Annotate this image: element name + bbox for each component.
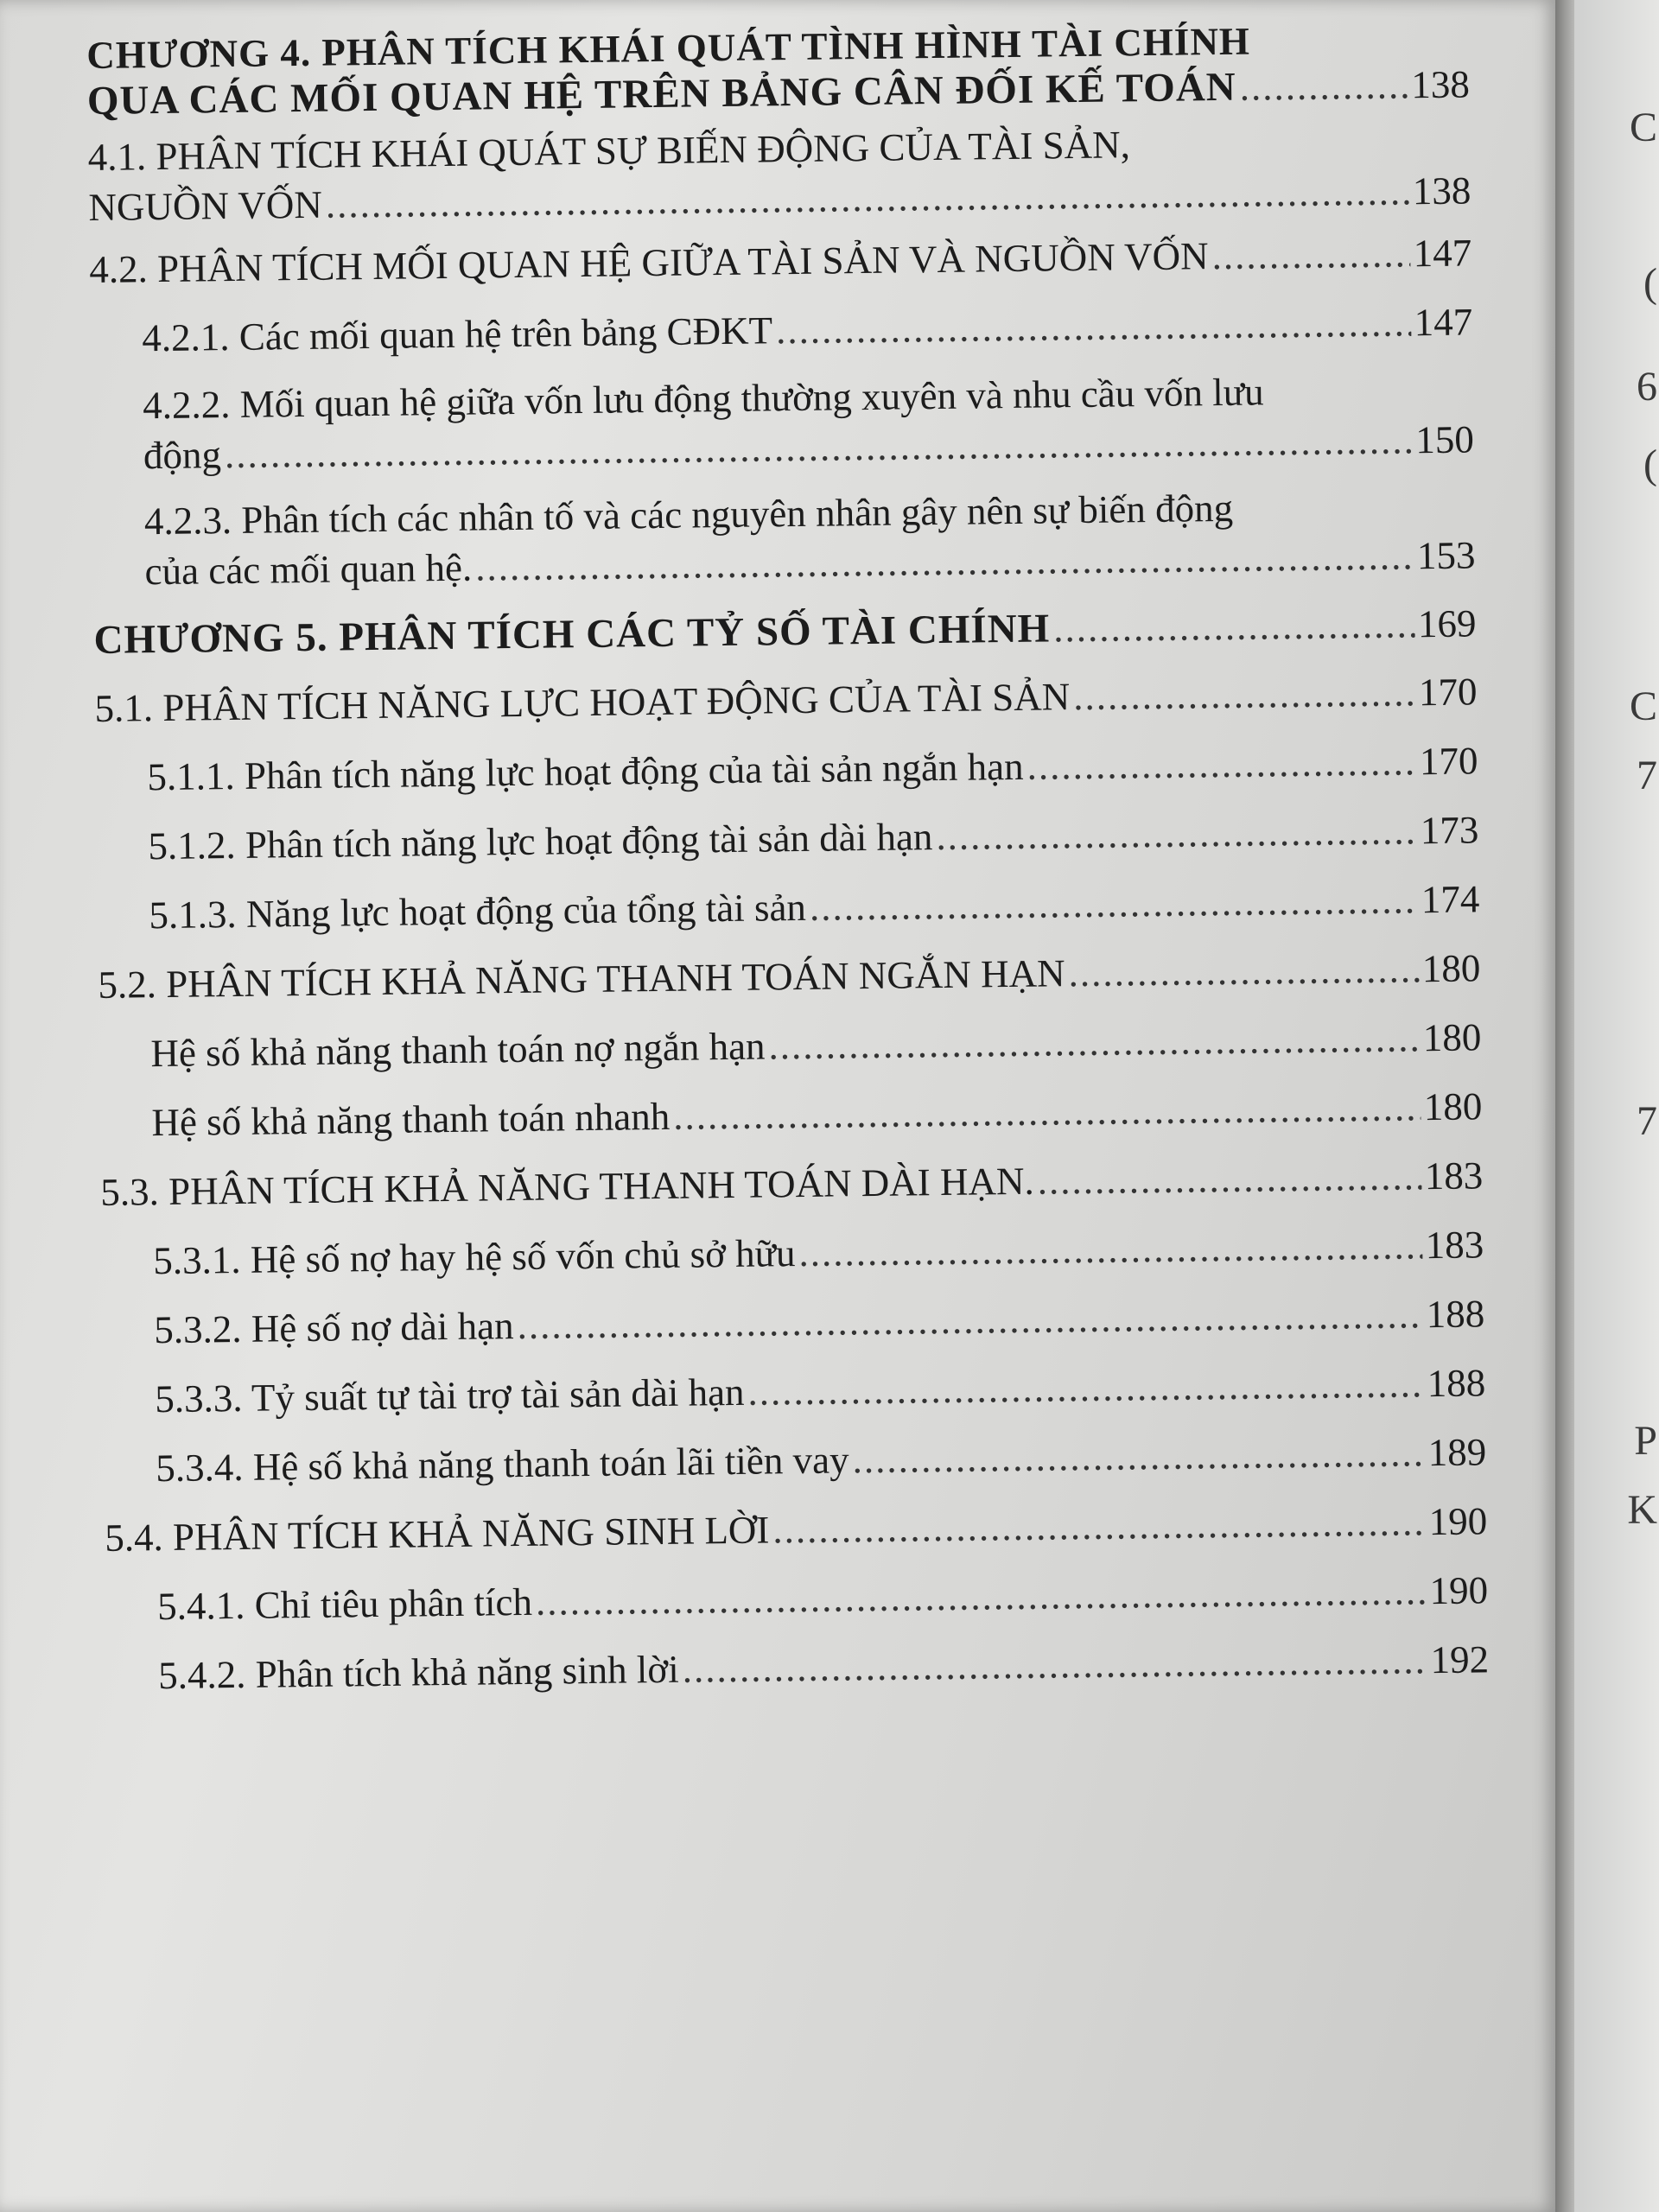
dot-leader xyxy=(1068,948,1419,995)
adjacent-page-glyph: 7 xyxy=(1637,1098,1657,1144)
adjacent-page-glyph: 7 xyxy=(1637,753,1657,798)
toc-entry-title-line: 4.1. PHÂN TÍCH KHÁI QUÁT SỰ BIẾN ĐỘNG CỦA TÀI SẢN, xyxy=(87,123,1131,179)
toc-entry-title: 4.2. PHÂN TÍCH MỐI QUAN HỆ GIỮA TÀI SẢN VÀ NGUỒN VỐN xyxy=(89,234,1209,291)
page-number: 190 xyxy=(1429,1568,1489,1613)
toc-entry-title: 5.1. PHÂN TÍCH NĂNG LỰC HOẠT ĐỘNG CỦA TÀI SẢN xyxy=(94,675,1071,730)
toc-entry xyxy=(142,301,1473,369)
dot-leader xyxy=(1073,671,1415,718)
toc-entry-title: Hệ số khả năng thanh toán nợ ngắn hạn xyxy=(150,1024,766,1076)
adjacent-page-glyph: C xyxy=(1629,683,1657,729)
toc-entry-title: 5.4.2. Phân tích khả năng sinh lời xyxy=(157,1647,679,1698)
toc-entry xyxy=(143,368,1474,485)
dot-leader xyxy=(768,1017,1420,1068)
dot-leader xyxy=(936,810,1417,858)
toc-entry xyxy=(154,1293,1485,1361)
dot-leader xyxy=(673,1086,1421,1138)
page-number: 150 xyxy=(1415,417,1475,462)
page-number: 188 xyxy=(1426,1292,1485,1337)
dot-leader xyxy=(776,302,1411,352)
toc-entry-title: 5.3. PHÂN TÍCH KHẢ NĂNG THANH TOÁN DÀI HẠN. xyxy=(100,1159,1035,1214)
adjacent-page-edge xyxy=(1574,0,1659,2212)
toc-entry-title: 4.2.1. Các mối quan hệ trên bảng CĐKT xyxy=(141,308,773,360)
toc-entry-title: động xyxy=(143,433,222,478)
adjacent-page-glyph: C xyxy=(1629,105,1657,150)
toc-entry-title: 5.4.1. Chỉ tiêu phân tích xyxy=(156,1580,533,1629)
toc-entry xyxy=(147,740,1478,808)
page-number: 183 xyxy=(1425,1223,1484,1268)
page-number: 183 xyxy=(1424,1154,1484,1198)
dot-leader xyxy=(1211,232,1410,277)
dot-leader xyxy=(1053,603,1414,651)
book-gutter xyxy=(1555,0,1574,2212)
adjacent-page-glyph: P xyxy=(1634,1418,1657,1464)
toc-entry-title: 5.3.2. Hệ số nợ dài hạn xyxy=(154,1304,514,1352)
toc-entry xyxy=(151,1085,1483,1154)
toc-entry-title: 5.1.2. Phân tích năng lực hoạt động tài sản dài hạn xyxy=(148,815,933,868)
page-number: 170 xyxy=(1418,670,1478,715)
adjacent-page-glyph: ( xyxy=(1643,442,1657,487)
dot-leader xyxy=(798,1224,1422,1274)
toc-entry-title: 5.2. PHÂN TÍCH KHẢ NĂNG THANH TOÁN NGẮN HẠN xyxy=(98,951,1065,1007)
page-number: 190 xyxy=(1428,1499,1488,1544)
toc-entry xyxy=(87,119,1471,237)
page-number: 153 xyxy=(1416,533,1476,578)
toc-entry-title: 5.3.3. Tỷ suất tự tài trợ tài sản dài hạn xyxy=(154,1370,745,1421)
toc-entry xyxy=(105,1500,1488,1569)
dot-leader xyxy=(852,1432,1425,1482)
toc-entry xyxy=(155,1362,1486,1430)
page-number: 192 xyxy=(1430,1637,1490,1682)
toc-entry xyxy=(144,484,1476,601)
page-number: 173 xyxy=(1420,808,1479,853)
page-number: 147 xyxy=(1413,231,1472,276)
page-number: 174 xyxy=(1421,877,1480,922)
toc-entry xyxy=(100,1154,1484,1224)
table-of-contents xyxy=(86,17,1490,1724)
page-number: 169 xyxy=(1417,601,1477,646)
page-number: 189 xyxy=(1427,1430,1487,1475)
toc-entry-title-line: CHƯƠNG 4. PHÂN TÍCH KHÁI QUÁT TÌNH HÌNH TÀI CHÍNH xyxy=(86,19,1251,77)
adjacent-page-glyph: ( xyxy=(1643,260,1657,306)
toc-entry-title-line: 4.2.3. Phân tích các nhân tố và các nguyên nhân gây nên sự biến động xyxy=(143,486,1234,543)
toc-entry xyxy=(153,1224,1484,1292)
dot-leader xyxy=(810,879,1419,929)
toc-entry xyxy=(94,671,1478,740)
page-number: 138 xyxy=(1411,62,1471,107)
dot-leader xyxy=(1037,1155,1421,1203)
dot-leader xyxy=(772,1501,1426,1552)
toc-entry xyxy=(89,232,1472,301)
adjacent-page-glyph: 6 xyxy=(1637,364,1657,410)
toc-entry-title: 5.4. PHÂN TÍCH KHẢ NĂNG SINH LỜI xyxy=(104,1508,770,1560)
page-number: 138 xyxy=(1412,168,1471,213)
toc-entry-title: của các mối quan hệ. xyxy=(144,545,473,594)
toc-entry-title: QUA CÁC MỐI QUAN HỆ TRÊN BẢNG CÂN ĐỐI KẾ TOÁN xyxy=(86,64,1236,124)
toc-entry xyxy=(149,878,1480,946)
dot-leader xyxy=(1027,741,1416,788)
page-number: 180 xyxy=(1422,1015,1482,1060)
toc-entry xyxy=(98,947,1481,1016)
dot-leader xyxy=(536,1570,1427,1624)
page-number: 147 xyxy=(1414,300,1473,345)
toc-entry xyxy=(157,1569,1489,1637)
dot-leader xyxy=(682,1639,1427,1691)
toc-entry-title: NGUỒN VỐN xyxy=(88,182,323,229)
toc-entry-title: 5.1.3. Năng lực hoạt động của tổng tài sản xyxy=(149,885,807,938)
toc-entry-title: CHƯƠNG 5. PHÂN TÍCH CÁC TỶ SỐ TÀI CHÍNH xyxy=(93,606,1051,663)
adjacent-page-glyph: K xyxy=(1627,1487,1657,1533)
toc-entry xyxy=(93,601,1477,671)
toc-entry-title: 5.3.1. Hệ số nợ hay hệ số vốn chủ sở hữu xyxy=(153,1231,796,1283)
page-number: 170 xyxy=(1419,739,1478,784)
toc-entry-title: 5.1.1. Phân tích năng lực hoạt động của tài sản ngắn hạn xyxy=(147,744,1024,799)
toc-entry-title: 5.3.4. Hệ số khả năng thanh toán lãi tiền vay xyxy=(155,1438,849,1491)
page-number: 180 xyxy=(1423,1084,1483,1129)
toc-entry xyxy=(86,17,1470,124)
toc-entry-title: Hệ số khả năng thanh toán nhanh xyxy=(151,1094,671,1145)
page-number: 188 xyxy=(1427,1361,1486,1406)
dot-leader xyxy=(747,1363,1424,1414)
dot-leader xyxy=(517,1294,1423,1347)
page-number: 180 xyxy=(1421,946,1481,991)
toc-entry xyxy=(158,1638,1490,1707)
toc-entry xyxy=(148,809,1479,877)
toc-entry xyxy=(156,1431,1487,1499)
dot-leader xyxy=(1239,64,1408,109)
toc-entry xyxy=(150,1016,1482,1084)
toc-entry-title-line: 4.2.2. Mối quan hệ giữa vốn lưu động thường xuyên và nhu cầu vốn lưu xyxy=(142,370,1264,428)
